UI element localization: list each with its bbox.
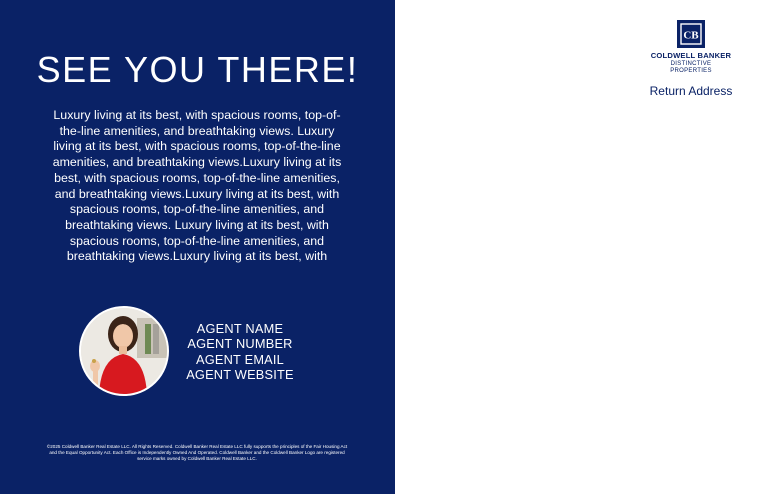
agent-website: AGENT WEBSITE — [186, 366, 294, 382]
agent-number: AGENT NUMBER — [187, 336, 293, 352]
logo-subtitle-line2: PROPERTIES — [670, 68, 712, 74]
agent-name: AGENT NAME — [196, 321, 284, 336]
agent-info — [180, 321, 300, 382]
legal-disclaimer: ©2025 Coldwell Banker Real Estate LLC. All Rights Reserved. Coldwell Banker Real Estate LLC fully supports the principles of the Fair Housing Act and the Equal Opportunity Act. Each Office is Independently Owned And Operated. Coldwell Banker and the Coldwell Banker Logo are registered service marks owned by Coldwell Banker Real Estate LLC. — [46, 444, 348, 461]
agent-photo-illustration — [81, 308, 167, 394]
logo-brand-name: COLDWELL BANKER — [650, 51, 732, 60]
body-text: Luxury living at its best, with spacious rooms, top-of-the-line amenities, and breathtaking views. Luxury living at its best, with spacious rooms, top-of-the-line amenities, and breathtaking views.Luxury living at its best, with spacious rooms, top-of-the-line amenities, and breathtaking views.Luxury living at its best, with spacious rooms, top-of-the-line amenities, and breathtaking views. Luxury living at its best, with spacious rooms, top-of-the-line amenities, and breathtaking views.Luxury living at its best, with — [52, 108, 342, 264]
headline: SEE YOU THERE! — [36, 49, 359, 90]
agent-photo — [79, 306, 169, 396]
return-address: Return Address — [649, 84, 733, 98]
logo-subtitle — [636, 61, 746, 75]
agent-email: AGENT EMAIL — [195, 351, 284, 367]
logo-monogram — [677, 20, 705, 48]
coldwell-banker-logo-icon — [677, 20, 705, 48]
logo-monogram-text: CB — [683, 29, 699, 42]
logo-subtitle-line1: DISTINCTIVE — [670, 61, 712, 67]
